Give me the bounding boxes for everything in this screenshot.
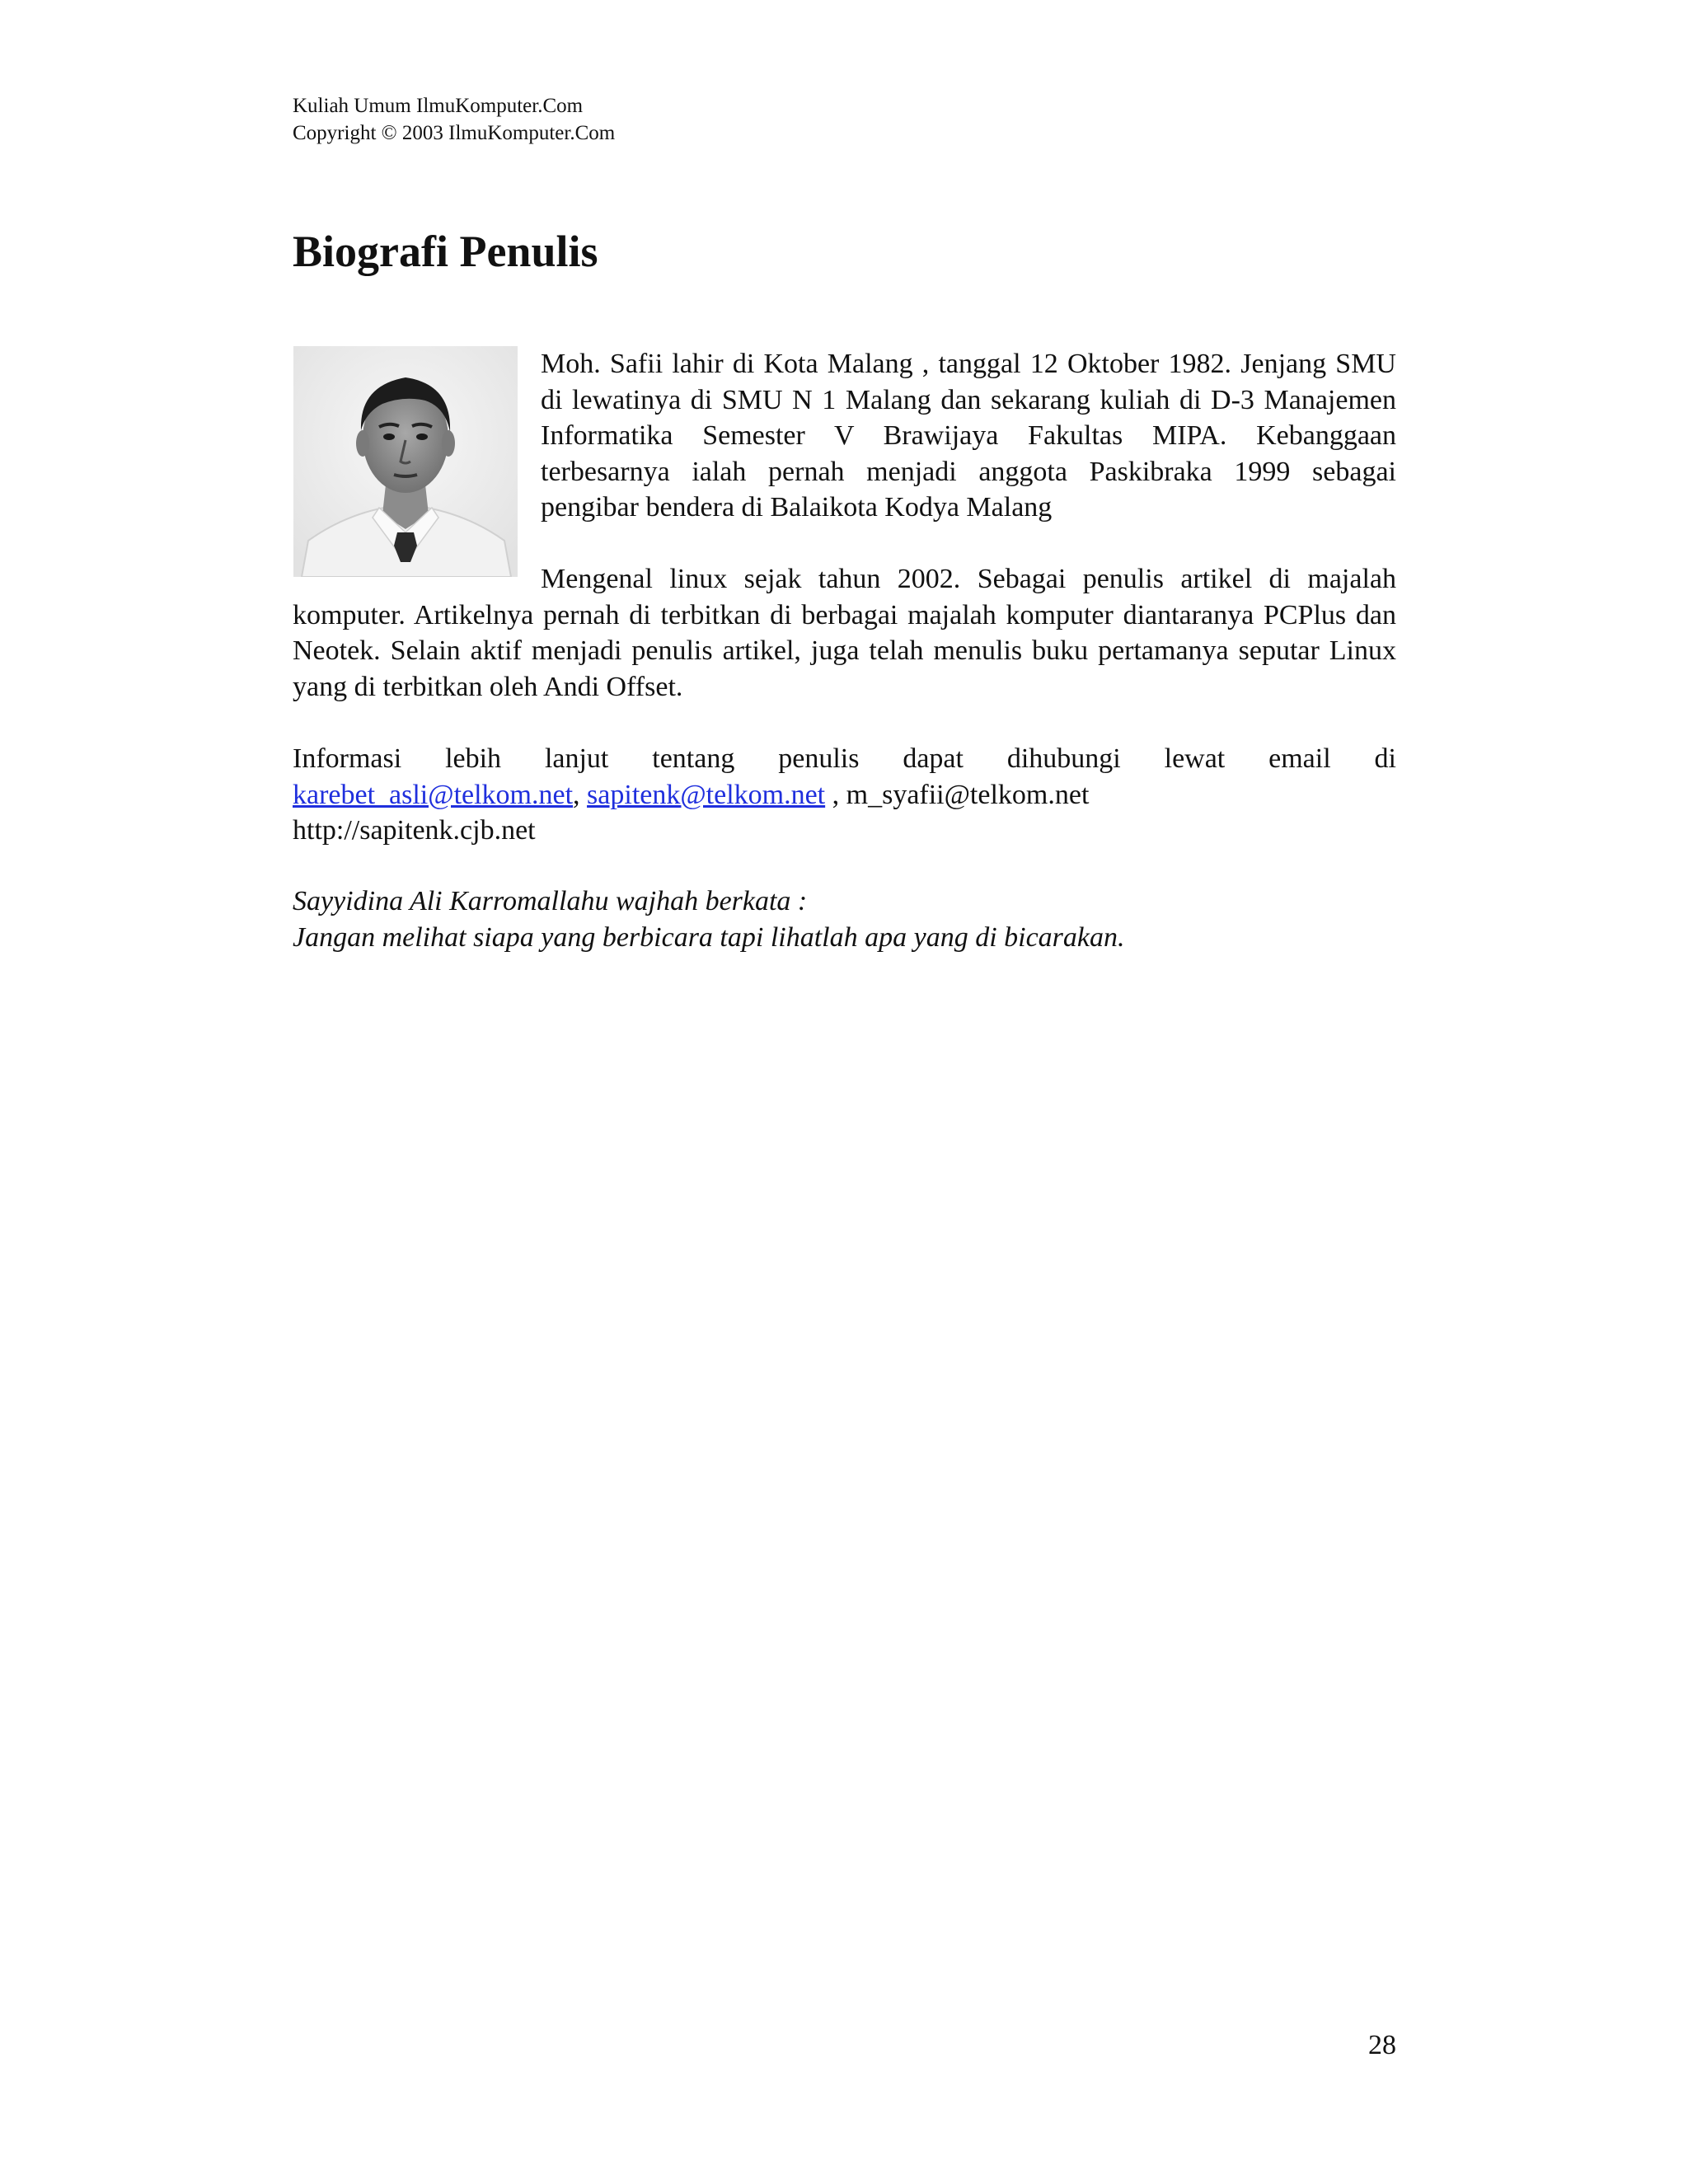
quote-block	[293, 883, 1125, 955]
quote-text: Jangan melihat siapa yang berbicara tapi lihatlah apa yang di bicarakan.	[293, 921, 1125, 953]
author-photo	[293, 346, 518, 577]
email-separator: ,	[825, 779, 846, 810]
bio-paragraph-2: Mengenal linux sejak tahun 2002. Sebagai penulis artikel di majalah komputer. Artikelnya pernah di terbitkan di berbagai majalah komputer diantaranya PCPlus dan Neotek. Selain aktif menjadi penulis artikel, juga telah menulis buku pertamanya seputar Linux yang di terbitkan oleh Andi Offset.	[293, 564, 1396, 702]
page-title: Biografi Penulis	[293, 227, 598, 276]
website-url: http://sapitenk.cjb.net	[293, 815, 536, 846]
email-link-karebet[interactable]: karebet_asli@telkom.net	[293, 779, 574, 810]
page-number: 28	[1368, 2030, 1396, 2060]
header-course-line: Kuliah Umum IlmuKomputer.Com	[293, 95, 584, 117]
quote-attribution: Sayyidina Ali Karromallahu wajhah berkata :	[293, 886, 808, 916]
email-link-sapitenk[interactable]: sapitenk@telkom.net	[587, 779, 826, 810]
contact-intro: Informasi lebih lanjut tentang penulis dapat dihubungi lewat email di	[293, 743, 1396, 774]
email-line	[293, 777, 1396, 813]
email-text-msyafii: m_syafii@telkom.net	[846, 779, 1090, 810]
header-copyright-line: Copyright © 2003 IlmuKomputer.Com	[293, 122, 616, 144]
page-header	[293, 92, 615, 147]
bio-paragraph-1: Moh. Safii lahir di Kota Malang , tanggal 12 Oktober 1982. Jenjang SMU di lewatinya di SMU N 1 Malang dan sekarang kuliah di D-3 Manajemen Informatika Semester V Brawijaya Fakultas MIPA. Kebanggaan terbesarnya ialah pernah menjadi anggota Paskibraka 1999 sebagai pengibar bendera di Balaikota Kodya Malang	[541, 349, 1396, 523]
contact-paragraph	[293, 741, 1396, 849]
email-separator: ,	[573, 779, 588, 810]
